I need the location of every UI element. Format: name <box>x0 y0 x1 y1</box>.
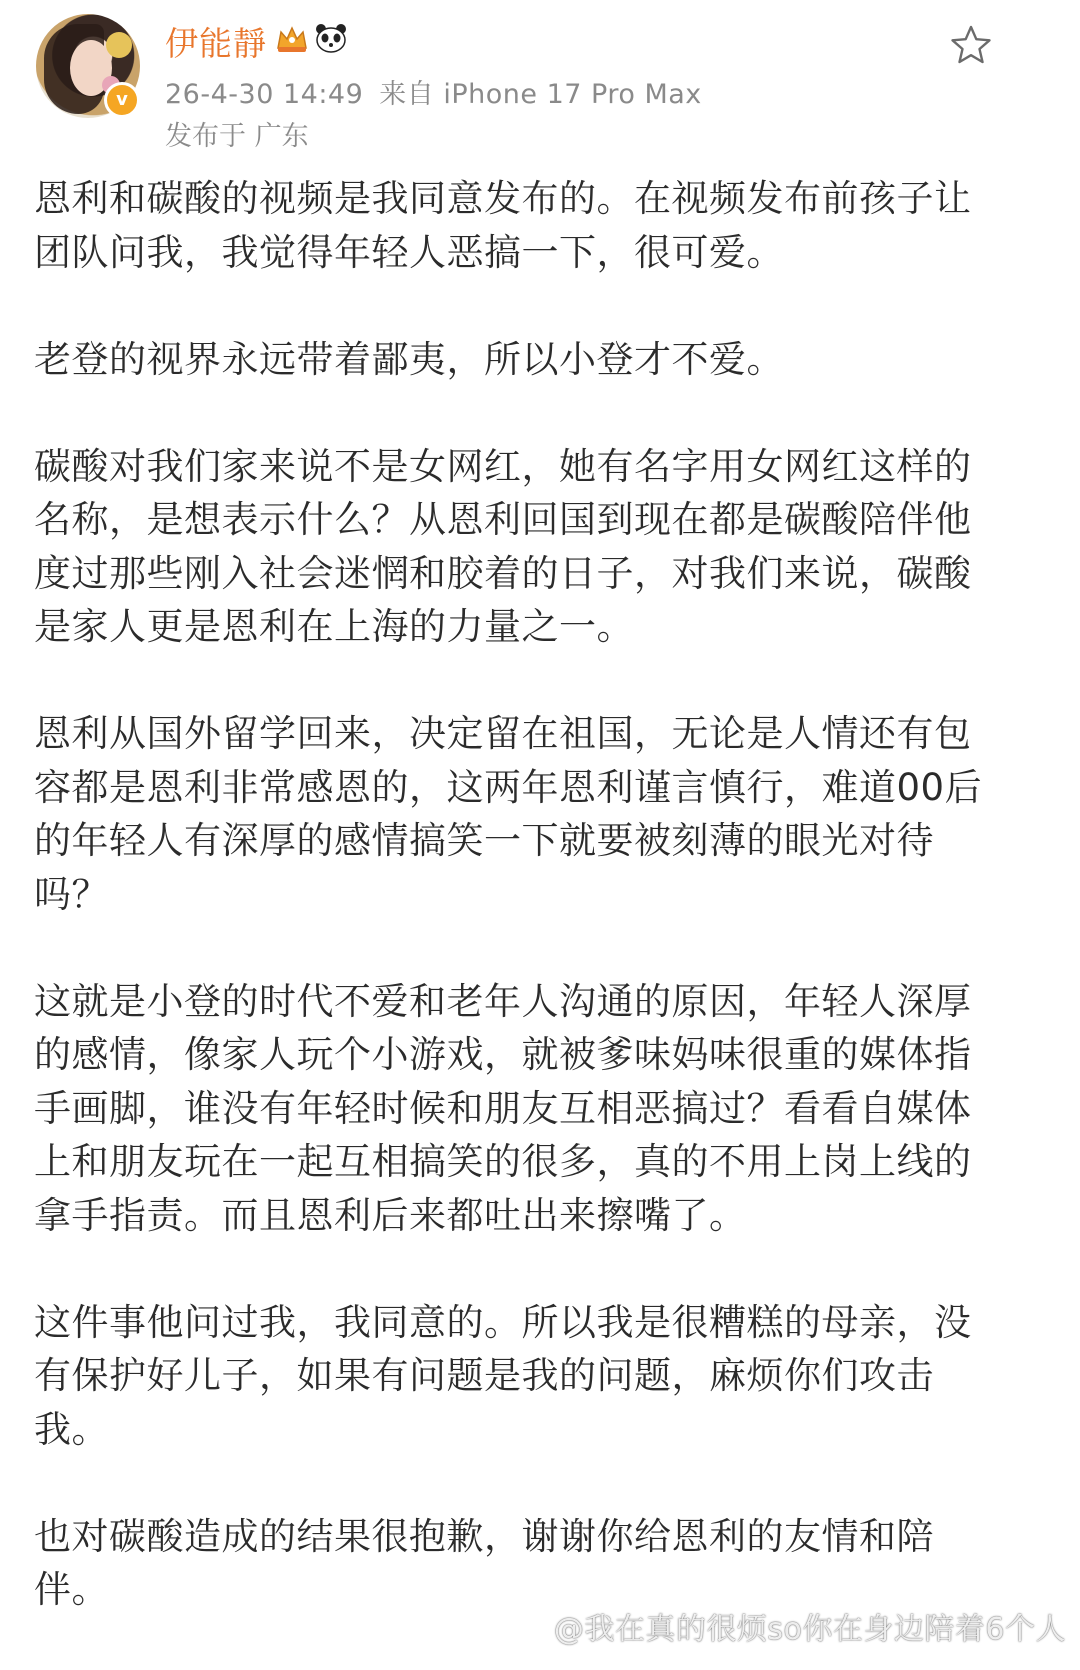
post-paragraph: 老登的视界永远带着鄙夷，所以小登才不爱。 <box>34 337 784 381</box>
post-body <box>34 172 984 1670</box>
post-paragraph: 也对碳酸造成的结果很抱歉，谢谢你给恩利的友情和陪伴。 <box>34 1514 934 1611</box>
star-outline-icon[interactable] <box>950 24 992 66</box>
post-source: 来自 iPhone 17 Pro Max <box>379 79 702 110</box>
post-header <box>0 0 1080 160</box>
author-name[interactable]: 伊能靜 <box>165 24 267 63</box>
post-paragraph: 这就是小登的时代不爱和老年人沟通的原因，年轻人深厚的感情，像家人玩个小游戏，就被爹味妈味很重的媒体指手画脚，谁没有年轻时候和朋友互相恶搞过？看看自媒体上和朋友玩在一起互相搞笑的很多，真的不用上岗上线的拿手指责。而且恩利后来都吐出来擦嘴了。 <box>34 979 972 1237</box>
post-timestamp: 26-4-30 14:49 <box>165 79 364 110</box>
watermark: @我在真的很烦so你在身边陪着6个人 <box>553 1612 1066 1647</box>
post-meta <box>165 72 702 111</box>
post-paragraph: 碳酸对我们家来说不是女网红，她有名字用女网红这样的名称，是想表示什么？从恩利回国到现在都是碳酸陪伴他度过那些刚入社会迷惘和胶着的日子，对我们来说，碳酸是家人更是恩利在上海的力量之一。 <box>34 444 972 648</box>
avatar-flower <box>106 32 132 58</box>
verified-v-icon: v <box>104 82 140 118</box>
post-paragraph: 这件事他问过我，我同意的。所以我是很糟糕的母亲，没有保护好儿子，如果有问题是我的问题，麻烦你们攻击我。 <box>34 1300 972 1451</box>
panda-badge-icon[interactable] <box>314 22 348 54</box>
post-paragraph: 恩利和碳酸的视频是我同意发布的。在视频发布前孩子让团队问我，我觉得年轻人恶搞一下，很可爱。 <box>34 177 972 274</box>
post-paragraph: 恩利从国外留学回来，决定留在祖国，无论是人情还有包容都是恩利非常感恩的，这两年恩利谨言慎行，难道00后的年轻人有深厚的感情搞笑一下就要被刻薄的眼光对待吗？ <box>34 712 983 916</box>
crown-badge-icon[interactable] <box>275 24 309 54</box>
post-location: 发布于 广东 <box>165 121 309 152</box>
